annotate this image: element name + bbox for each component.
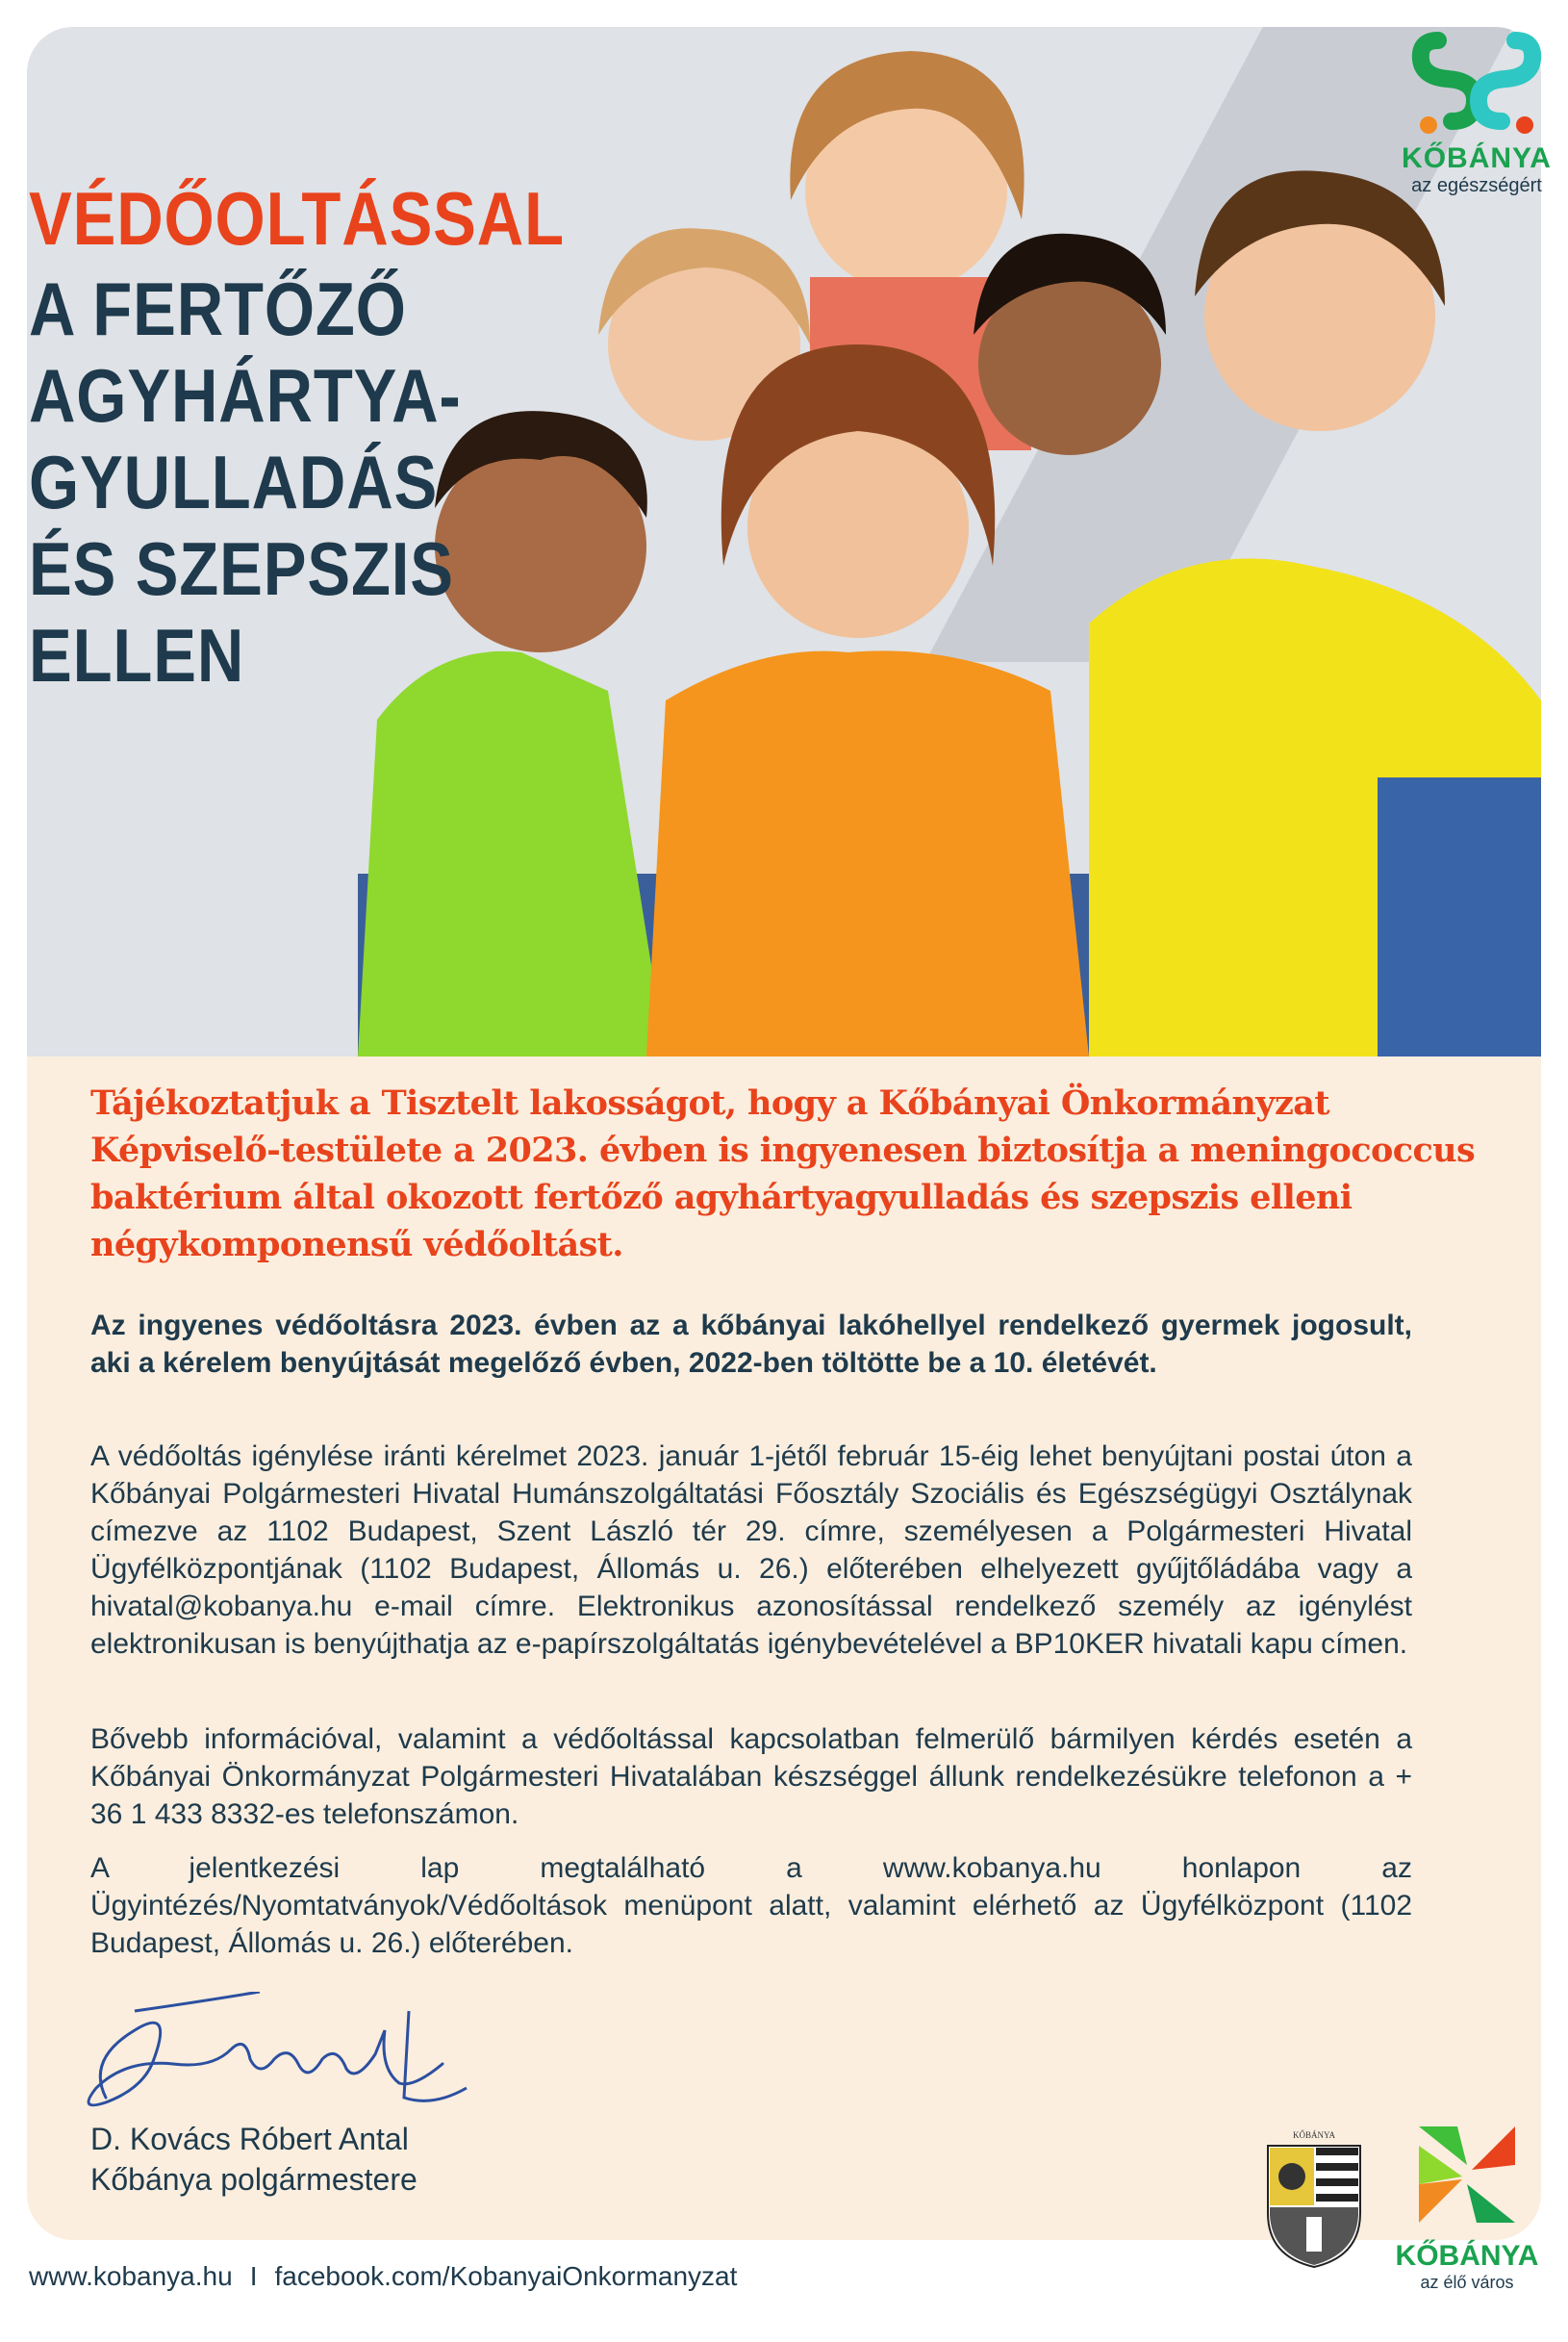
coat-of-arms-icon	[1260, 2126, 1368, 2269]
logo-bottom-name: KŐBÁNYA	[1395, 2240, 1539, 2272]
mayor-signature	[67, 1992, 471, 2117]
signer-block	[90, 2119, 417, 2200]
form-location-paragraph: A jelentkezési lap megtalálható a www.kobanya.hu honlapon az Ügyintézés/Nyomtatványok/Védőoltások menüpont alatt, valamint elérhető az Ügyfélközpont (1102 Budapest, Állomás u. 26.) előterében.	[90, 1852, 1412, 1959]
logo-top-name: KŐBÁNYA	[1402, 142, 1552, 174]
kobanya-health-logo	[1385, 21, 1568, 223]
eligibility-paragraph: Az ingyenes védőoltásra 2023. évben az a kőbányai lakóhellyel rendelkező gyermek jogosult, aki a kérelem benyújtását megelőző évben, 2022-ben töltötte be a 10. életévét.	[90, 1310, 1412, 1379]
headline-line-5: ÉS SZEPSZIS	[29, 526, 454, 611]
footer-facebook-link[interactable]: facebook.com/KobanyaiOnkormanyzat	[274, 2261, 738, 2291]
logo-top-tagline: az egészségért	[1411, 175, 1542, 196]
headline-line-6: ELLEN	[29, 613, 245, 698]
headline	[29, 176, 568, 704]
signer-title: Kőbánya polgármestere	[90, 2162, 417, 2197]
health-logo-mark-icon	[1409, 21, 1544, 137]
footer	[29, 2261, 737, 2292]
city-logo-mark-icon	[1409, 2117, 1525, 2232]
kobanya-city-logo	[1395, 2117, 1539, 2293]
logo-bottom-tagline: az élő város	[1420, 2273, 1514, 2292]
footer-website-link[interactable]: www.kobanya.hu	[29, 2261, 233, 2291]
headline-line-4: GYULLADÁS	[29, 440, 439, 524]
headline-line-2: A FERTŐZŐ	[29, 267, 407, 351]
headline-line-3: AGYHÁRTYA-	[29, 353, 462, 438]
application-paragraph: A védőoltás igénylése iránti kérelmet 2023. január 1-jétől február 15-éig lehet benyújtani postai úton a Kőbányai Polgármesteri Hivatal Humánszolgáltatási Főosztály Szociális és Egészségügyi Osztálynak címezve az 1102 Budapest, Szent László tér 29. címre, személyesen a Polgármesteri Hivatal Ügyfélközpontjának (1102 Budapest, Állomás u. 26.) előterében elhelyezett gyűjtőládába vagy a hivatal@kobanya.hu e-mail címre. Elektronikus azonosítással rendelkező személy az igénylést elektronikusan is benyújthatja az e-papírszolgáltatás igénybevételével a BP10KER hivatali kapu címen.	[90, 1440, 1412, 1660]
headline-line-1: VÉDŐOLTÁSSAL	[29, 176, 565, 261]
contact-paragraph: Bővebb információval, valamint a védőoltással kapcsolatban felmerülő bármilyen kérdés esetén a Kőbányai Önkormányzat Polgármesteri Hivatalában készséggel állunk rendelkezésükre telefonon a + 36 1 433 8332-es telefonszámon.	[90, 1723, 1412, 1830]
lead-paragraph: Tájékoztatjuk a Tisztelt lakosságot, hogy a Kőbányai Önkormányzat Képviselő-testülete a 2023. évben is ingyenesen biztosítja a meningococcus baktérium által okozott fertőző agyhártyagyulladás és szepszis elleni négykomponensű védőoltást.	[90, 1083, 1476, 1264]
footer-separator: I	[249, 2261, 258, 2291]
signer-name: D. Kovács Róbert Antal	[90, 2122, 409, 2156]
crest-label: KŐBÁNYA	[1292, 2130, 1336, 2140]
kobanya-coat-of-arms	[1260, 2126, 1368, 2269]
